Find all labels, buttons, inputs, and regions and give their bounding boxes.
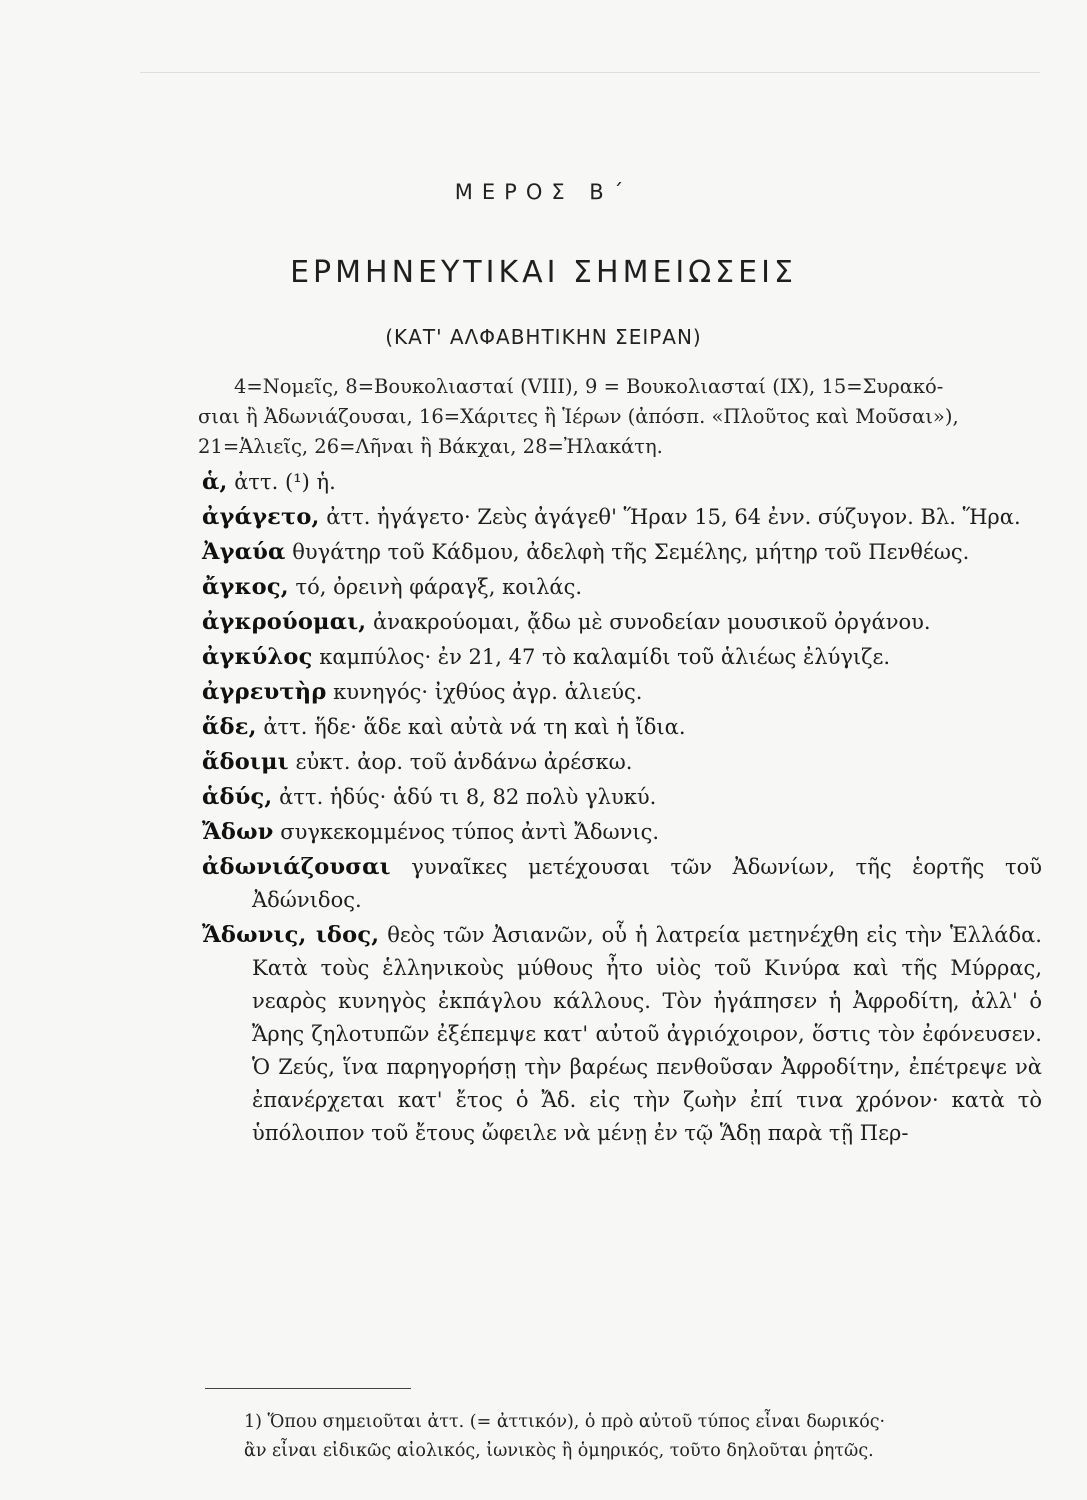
abbreviation-line: 4=Νομεῖς, 8=Βουκολιασταί (VIII), 9 = Βουκολιασταί (IX), 15=Συρακό- xyxy=(234,375,944,398)
glossary-entry xyxy=(202,501,1042,534)
entry-headword: ἁ, xyxy=(202,469,228,495)
abbreviation-key xyxy=(198,372,1038,462)
glossary-entry xyxy=(202,851,1042,917)
glossary-entry xyxy=(202,676,1042,709)
header-rule xyxy=(140,72,1040,73)
section-label: ΜΕΡΟΣ Β΄ xyxy=(454,180,633,204)
glossary-entry xyxy=(202,466,1042,499)
glossary-entry xyxy=(202,606,1042,639)
entry-headword: ἀδωνιάζουσαι xyxy=(202,854,391,880)
entry-headword: ἀγρευτὴρ xyxy=(202,679,327,705)
entry-headword: ἅδοιμι xyxy=(202,749,289,775)
entry-definition: εὐκτ. ἀορ. τοῦ ἁνδάνω ἀρέσκω. xyxy=(295,750,633,774)
entry-headword: ἀγκρούομαι, xyxy=(202,609,367,635)
glossary-entry xyxy=(202,816,1042,849)
entry-headword: Ἀγαύα xyxy=(202,539,286,565)
entry-headword: ἄγκος, xyxy=(202,574,289,600)
glossary-entry xyxy=(202,746,1042,779)
entry-headword: ἀγάγετο, xyxy=(202,504,320,530)
glossary-entry xyxy=(202,919,1042,1150)
footnote-rule xyxy=(205,1388,411,1389)
abbreviation-line: 21=Ἁλιεῖς, 26=Λῆναι ἢ Βάκχαι, 28=Ἠλακάτη. xyxy=(198,435,663,458)
glossary-entries xyxy=(202,466,1042,1152)
entry-headword: Ἄδων xyxy=(202,819,274,845)
entry-definition: τό, ὀρεινὴ φάραγξ, κοιλάς. xyxy=(295,575,583,599)
entry-definition: γυναῖκες μετέχουσαι τῶν Ἀδωνίων, τῆς ἑορτῆς τοῦ Ἀδώνιδος. xyxy=(252,855,1042,912)
abbreviation-line: σιαι ἢ Ἀδωνιάζουσαι, 16=Χάριτες ἢ Ἱέρων (ἀπόσπ. «Πλοῦτος καὶ Μοῦσαι»), xyxy=(198,405,959,428)
entry-definition: καμπύλος· ἐν 21, 47 τὸ καλαμίδι τοῦ ἁλιέως ἐλύγιζε. xyxy=(319,645,891,669)
entry-definition: ἀττ. ἡδύς· ἁδύ τι 8, 82 πολὺ γλυκύ. xyxy=(279,785,657,809)
glossary-entry xyxy=(202,781,1042,814)
entry-definition: ἀττ. ἠγάγετο· Ζεὺς ἀγάγεθ' Ἥραν 15, 64 ἐνν. σύζυγον. Βλ. Ἥρα. xyxy=(326,505,1021,529)
glossary-entry xyxy=(202,711,1042,744)
entry-definition: θυγάτηρ τοῦ Κάδμου, ἀδελφὴ τῆς Σεμέλης, μήτηρ τοῦ Πενθέως. xyxy=(292,540,970,564)
entry-headword: ἁδύς, xyxy=(202,784,273,810)
footnote xyxy=(244,1408,1044,1466)
entry-definition: συγκεκομμένος τύπος ἀντὶ Ἄδωνις. xyxy=(280,820,660,844)
glossary-entry xyxy=(202,641,1042,674)
entry-headword: Ἄδωνις, ιδος, xyxy=(202,922,380,948)
footnote-line: ἂν εἶναι εἰδικῶς αἰολικός, ἰωνικὸς ἢ ὁμηρικός, τοῦτο δηλοῦται ῥητῶς. xyxy=(244,1441,874,1461)
glossary-entry xyxy=(202,571,1042,604)
glossary-entry xyxy=(202,536,1042,569)
entry-definition: κυνηγός· ἰχθύος ἀγρ. ἁλιεύς. xyxy=(333,680,643,704)
footnote-line: 1) Ὅπου σημειοῦται ἀττ. (= ἀττικόν), ὁ πρὸ αὐτοῦ τύπος εἶναι δωρικός· xyxy=(244,1412,886,1432)
entry-definition: ἀνακρούομαι, ᾄδω μὲ συνοδείαν μουσικοῦ ὀργάνου. xyxy=(373,610,931,634)
entry-definition: θεὸς τῶν Ἀσιανῶν, οὗ ἡ λατρεία μετηνέχθη εἰς τὴν Ἑλλάδα. Κατὰ τοὺς ἑλληνικοὺς μύθους ἦτο υἱὸς τοῦ Κινύρα καὶ τῆς Μύρρας, νεαρὸς κυνηγὸς ἐκπάγλου κάλλους. Τὸν ἠγάπησεν ἡ Ἀφροδίτη, ἀλλ' ὁ Ἄρης ζηλοτυπῶν ἐξέπεμψε κατ' αὐτοῦ ἀγριόχοιρον, ὅστις τὸν ἐφόνευσεν. Ὁ Ζεύς, ἵνα παρηγορήσῃ τὴν βαρέως πενθοῦσαν Ἀφροδίτην, ἐπέτρεψε νὰ ἐπανέρχεται κατ' ἔτος ὁ Ἄδ. εἰς τὴν ζωὴν ἐπί τινα χρόνον· κατὰ τὸ ὑπόλοιπον τοῦ ἔτους ὤφειλε νὰ μένῃ ἐν τῷ Ἅδῃ παρὰ τῇ Περ- xyxy=(252,923,1042,1145)
entry-definition: ἀττ. ἥδε· ἅδε καὶ αὐτὰ νά τη καὶ ἡ ἴδια. xyxy=(263,715,686,739)
entry-headword: ἅδε, xyxy=(202,714,257,740)
entry-headword: ἀγκύλος xyxy=(202,644,313,670)
entry-definition: ἀττ. (¹) ἡ. xyxy=(234,470,336,494)
page-subtitle: (ΚΑΤ' ΑΛΦΑΒΗΤΙΚΗΝ ΣΕΙΡΑΝ) xyxy=(385,325,702,349)
page-title: ΕΡΜΗΝΕΥΤΙΚΑΙ ΣΗΜΕΙΩΣΕΙΣ xyxy=(290,255,797,290)
